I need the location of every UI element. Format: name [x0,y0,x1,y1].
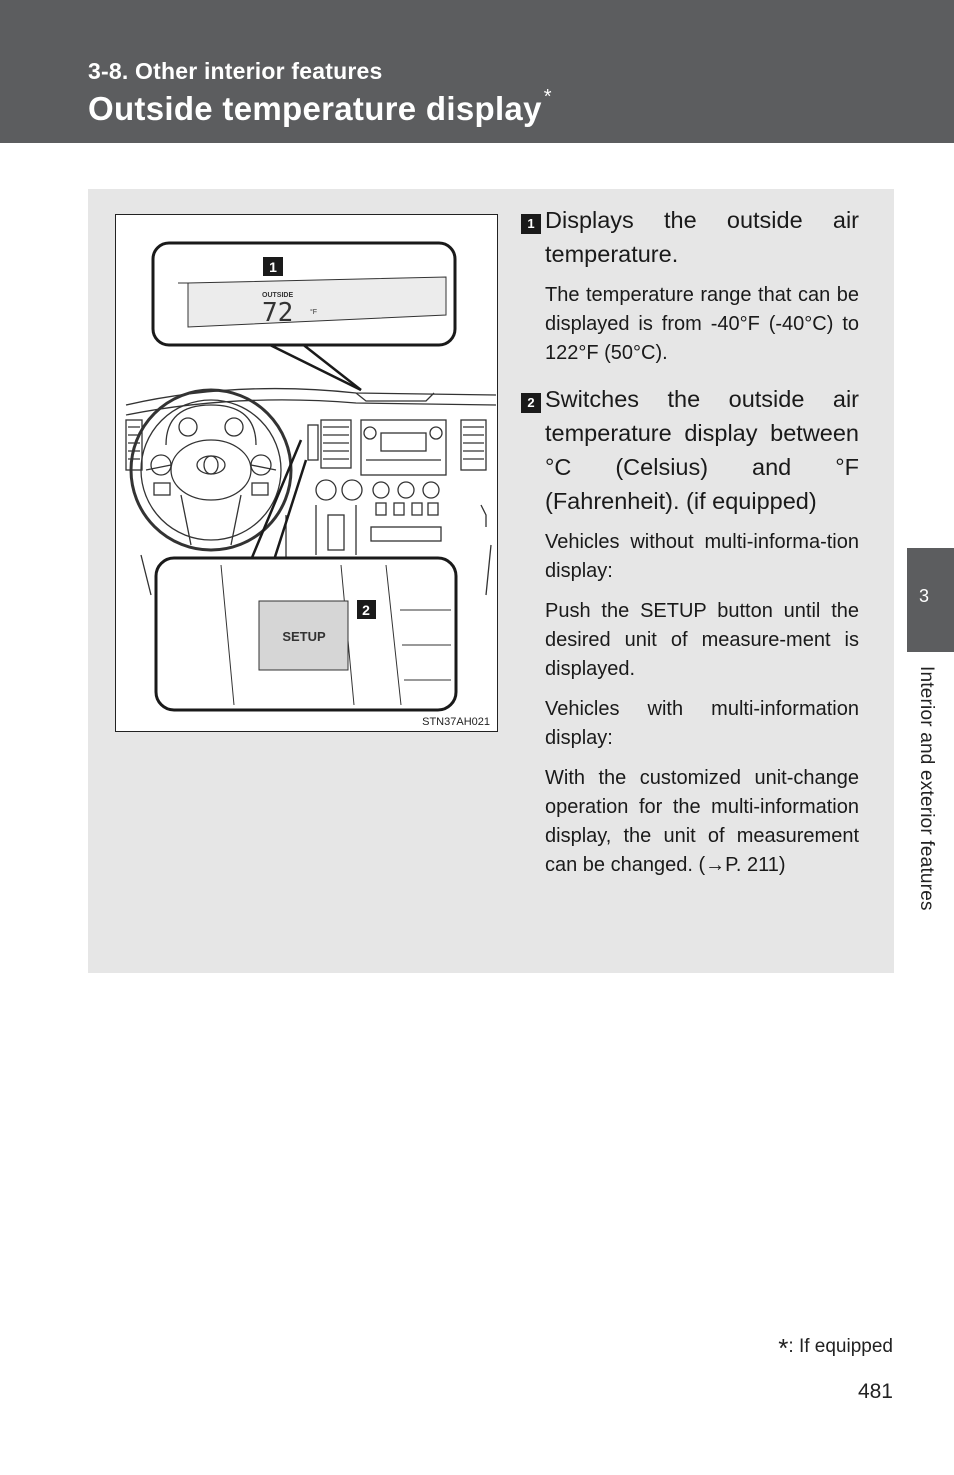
footnote-mark: * [778,1333,789,1363]
dashboard-illustration [115,214,498,732]
chapter-number: 3 [918,586,929,606]
item-1-paragraph-1: The temperature range that can be displayed is from -40°F (-40°C) to 122°F (50°C). [545,284,859,364]
page-title-text: Outside temperature display [88,90,542,127]
description-column [521,203,859,880]
display-unit: °F [310,309,318,316]
item-2-heading [521,382,859,518]
item-2-paragraph-3: Vehicles with multi-information display: [545,698,859,749]
display-temperature-value: 72 [262,298,294,328]
item-1-heading [521,203,859,271]
figure-code: STN37AH021 [422,716,490,728]
item-2-paragraph-1: Vehicles without multi-informa-tion display: [545,531,859,582]
callout-2-number: 2 [362,602,370,618]
item-1-number-badge: 1 [521,214,541,234]
page-header [0,0,954,143]
chapter-label: Interior and exterior features [916,666,937,911]
section-title: 3-8. Other interior features [88,58,383,84]
page-title [88,86,552,128]
dashboard-drawing [116,215,497,731]
item-2-paragraph-2: Push the SETUP button until the desired unit of measure-ment is displayed. [545,600,859,680]
item-2-number-badge: 2 [521,393,541,413]
item-1-text: Displays the outside air temperature. [545,207,859,267]
footnote-text: : If equipped [788,1336,893,1357]
page-number: 481 [857,1380,893,1403]
item-2-text: Switches the outside air temperature display between °C (Celsius) and °F (Fahrenheit). (if equipped) [545,386,859,514]
display-outside-label: OUTSIDE [262,292,294,299]
chapter-tab [907,548,954,652]
setup-button-label: SETUP [282,629,326,644]
item-2-paragraph-4: With the customized unit-change operation for the multi-information display, the unit of measurement can be changed. (→P. 211) [545,767,859,876]
callout-1-number: 1 [269,259,277,275]
title-asterisk: * [543,86,552,108]
footnote [778,1333,893,1364]
